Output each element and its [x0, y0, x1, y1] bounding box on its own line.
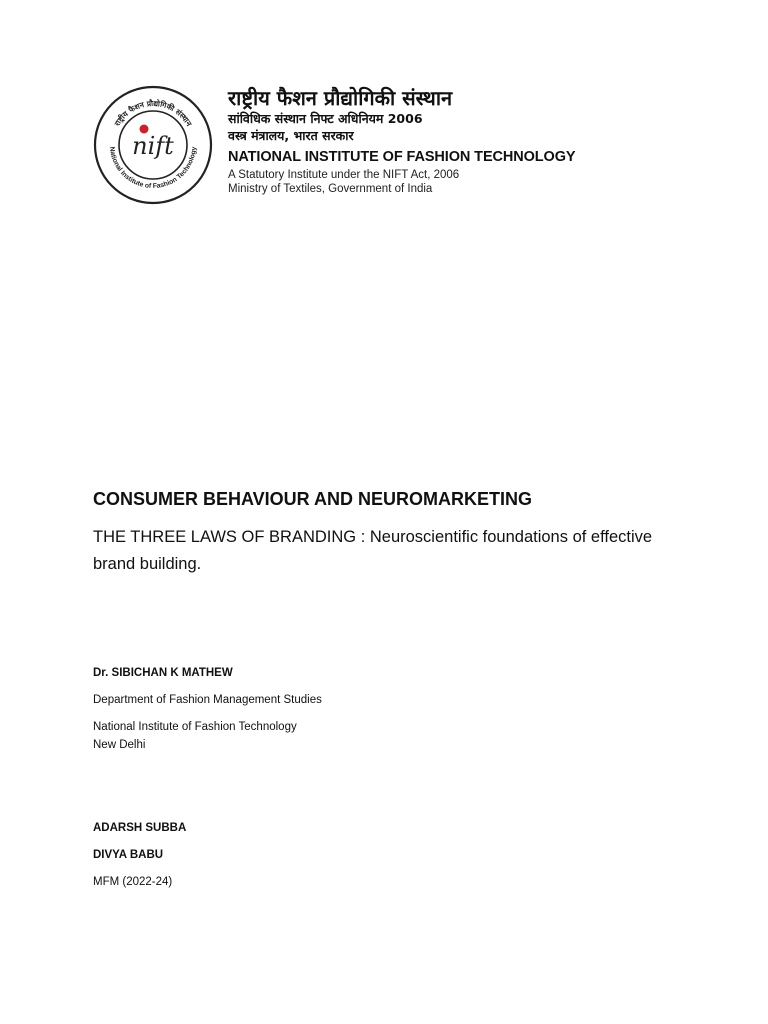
seal-center-monogram: nift	[132, 132, 174, 160]
svg-text:राष्ट्रीय फैशन प्रौद्योगिकी सं	[112, 99, 194, 129]
seal-bottom-text: National Institute of Fashion Technology	[107, 146, 198, 191]
institute-name: NATIONAL INSTITUTE OF FASHION TECHNOLOGY	[228, 149, 576, 165]
hindi-institute-title: राष्ट्रीय फैशन प्रौद्योगिकी संस्थान	[228, 86, 453, 110]
faculty-institute: National Institute of Fashion Technology	[93, 721, 297, 733]
nift-seal-logo	[92, 84, 214, 206]
document-title: CONSUMER BEHAVIOUR AND NEUROMARKETING	[93, 489, 533, 509]
hindi-ministry-line: वस्त्र मंत्रालय, भारत सरकार	[228, 128, 354, 143]
faculty-city: New Delhi	[93, 739, 146, 751]
hindi-statutory-line: सांविधिक संस्थान निफ्ट अधिनियम 2006	[228, 111, 423, 126]
ministry-line: Ministry of Textiles, Government of India	[228, 183, 433, 195]
faculty-department: Department of Fashion Management Studies	[93, 694, 322, 706]
student-name-1: ADARSH SUBBA	[93, 822, 187, 834]
student-name-2: DIVYA BABU	[93, 849, 164, 861]
seal-top-text: राष्ट्रीय फैशन प्रौद्योगिकी संस्थान	[112, 98, 194, 128]
program-label: MFM (2022-24)	[93, 876, 173, 888]
faculty-name: Dr. SIBICHAN K MATHEW	[93, 667, 233, 679]
statutory-line: A Statutory Institute under the NIFT Act, 2006	[228, 169, 460, 181]
document-subtitle: THE THREE LAWS OF BRANDING : Neuroscientific foundations of effective brand building.	[93, 528, 653, 573]
institute-header	[228, 86, 748, 196]
